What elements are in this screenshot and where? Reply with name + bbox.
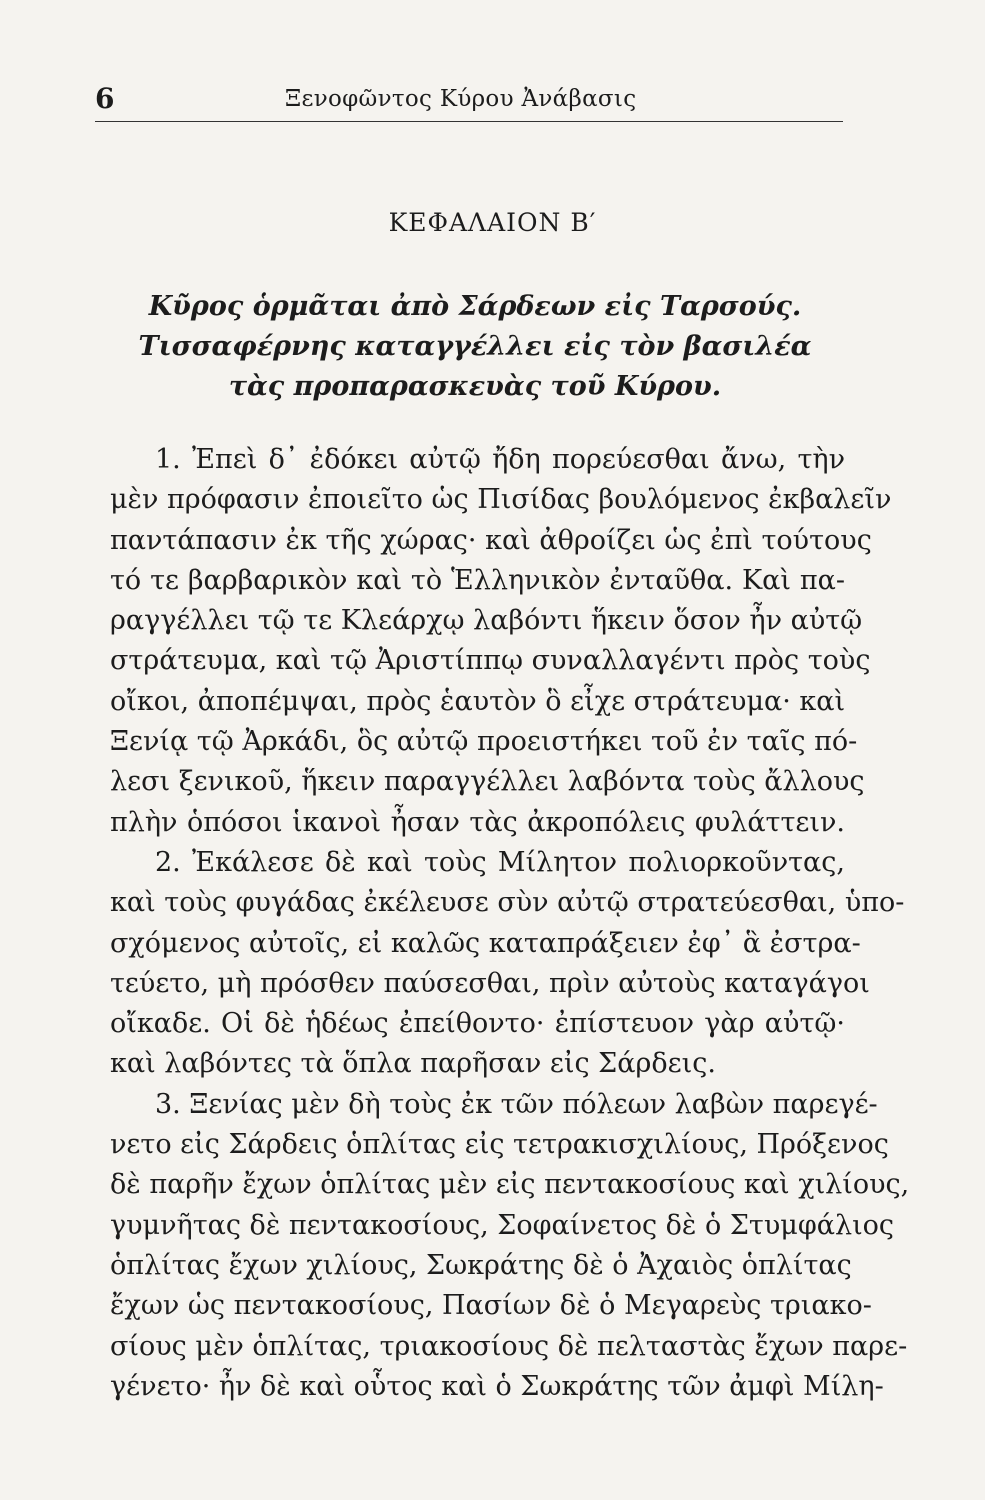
paragraph-2 <box>110 843 905 1085</box>
text-line: ὁπλίτας ἔχων χιλίους, Σωκράτης δὲ ὁ Ἀχαιὸς ὁπλίτας <box>110 1249 852 1281</box>
summary-line: Κῦρος ὁρμᾶται ἀπὸ Σάρδεων εἰς Ταρσούς. <box>148 291 802 322</box>
text-line: οἴκαδε. Οἱ δὲ ἡδέως ἐπείθοντο· ἐπίστευον γὰρ αὐτῷ· <box>110 1008 845 1040</box>
text-line: Ξενίᾳ τῷ Ἀρκάδι, ὃς αὐτῷ προειστήκει τοῦ ἐν ταῖς πό- <box>110 726 858 758</box>
text-line: ραγγέλλει τῷ τε Κλεάρχῳ λαβόντι ἥκειν ὅσον ἦν αὐτῷ <box>110 605 863 637</box>
text-line: μὲν πρόφασιν ἐποιεῖτο ὡς Πισίδας βουλόμενος ἐκβαλεῖν <box>110 484 892 516</box>
header-rule <box>95 121 843 122</box>
text-line: δὲ παρῆν ἔχων ὁπλίτας μὲν εἰς πεντακοσίους καὶ χιλίους, <box>110 1169 910 1201</box>
text-line: καὶ λαβόντες τὰ ὅπλα παρῆσαν εἰς Σάρδεις. <box>110 1048 716 1080</box>
page-number: 6 <box>95 82 115 115</box>
text-line: λεσι ξενικοῦ, ἥκειν παραγγέλλει λαβόντα τοὺς ἄλλους <box>110 766 865 798</box>
text-line: τό τε βαρβαρικὸν καὶ τὸ Ἑλληνικὸν ἐνταῦθα. Καὶ πα- <box>110 564 845 596</box>
paragraph-1 <box>110 440 892 843</box>
text-line: 3. Ξενίας μὲν δὴ τοὺς ἐκ τῶν πόλεων λαβὼν παρεγέ- <box>155 1088 878 1120</box>
chapter-summary <box>110 287 840 407</box>
text-line: καὶ τοὺς φυγάδας ἐκέλευσε σὺν αὐτῷ στρατεύεσθαι, ὑπο- <box>110 887 905 919</box>
text-line: γυμνῆτας δὲ πεντακοσίους, Σοφαίνετος δὲ ὁ Στυμφάλιος <box>110 1209 895 1241</box>
text-line: σίους μὲν ὁπλίτας, τριακοσίους δὲ πελταστὰς ἔχων παρε- <box>110 1330 908 1362</box>
text-line: οἴκοι, ἀποπέμψαι, πρὸς ἑαυτὸν ὃ εἶχε στράτευμα· καὶ <box>110 685 846 717</box>
text-line: σχόμενος αὐτοῖς, εἰ καλῶς καταπράξειεν ἐφ᾽ ἃ ἐστρα- <box>110 927 861 959</box>
text-line: 1. Ἐπεὶ δ᾽ ἐδόκει αὐτῷ ἤδη πορεύεσθαι ἄνω, τὴν <box>155 444 845 475</box>
page-header <box>95 82 845 122</box>
text-line: 2. Ἐκάλεσε δὲ καὶ τοὺς Μίλητον πολιορκοῦντας, <box>155 846 845 878</box>
text-line: ἔχων ὡς πεντακοσίους, Πασίων δὲ ὁ Μεγαρεὺς τριακο- <box>110 1290 872 1322</box>
body-text <box>110 440 910 1407</box>
text-line: πλὴν ὁπόσοι ἱκανοὶ ἦσαν τὰς ἀκροπόλεις φυλάττειν. <box>110 806 845 838</box>
running-title: Ξενοφῶντος Κύρου Ἀνάβασις <box>285 86 637 112</box>
text-line: στράτευμα, καὶ τῷ Ἀριστίππῳ συναλλαγέντι πρὸς τοὺς <box>110 645 871 677</box>
summary-line: τὰς προπαρασκευὰς τοῦ Κύρου. <box>228 371 722 402</box>
text-line: τεύετο, μὴ πρόσθεν παύσεσθαι, πρὶν αὐτοὺς καταγάγοι <box>110 967 870 999</box>
text-line: παντάπασιν ἐκ τῆς χώρας· καὶ ἀθροίζει ὡς ἐπὶ τούτους <box>110 524 872 556</box>
summary-line: Τισσαφέρνης καταγγέλλει εἰς τὸν βασιλέα <box>138 331 812 362</box>
text-line: γένετο· ἦν δὲ καὶ οὗτος καὶ ὁ Σωκράτης τῶν ἀμφὶ Μίλη- <box>110 1370 884 1402</box>
paragraph-3 <box>110 1085 910 1407</box>
chapter-heading: ΚΕΦΑΛΑΙΟΝ Β′ <box>388 208 597 237</box>
text-line: νετο εἰς Σάρδεις ὁπλίτας εἰς τετρακισχιλίους, Πρόξενος <box>110 1129 889 1161</box>
